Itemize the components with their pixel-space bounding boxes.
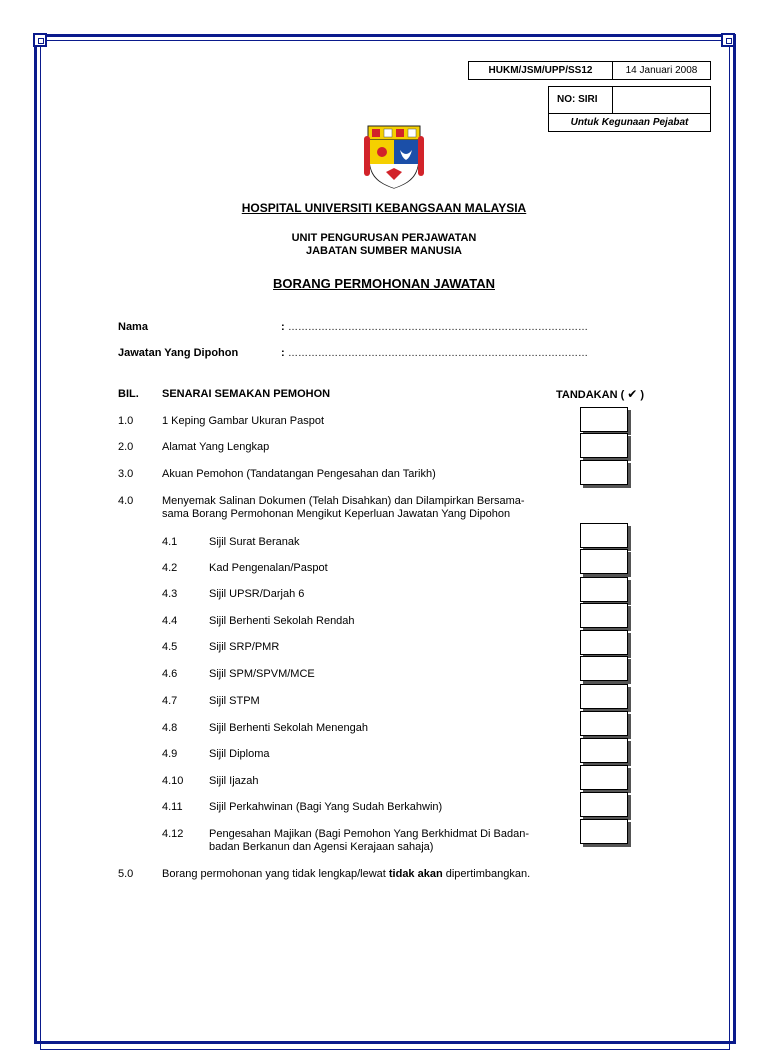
incomplete-form-notice: Borang permohonan yang tidak lengkap/lewat tidak akan dipertimbangkan.	[162, 868, 531, 880]
checkbox-item-4-1[interactable]	[580, 523, 628, 548]
subitem-number: 4.11	[162, 801, 183, 813]
corner-ornament-top-left	[33, 33, 47, 47]
subitem-text: Sijil Berhenti Sekolah Menengah	[209, 722, 368, 734]
item-text: 1 Keping Gambar Ukuran Paspot	[162, 415, 325, 427]
subitem-text: Sijil Ijazah	[209, 775, 259, 787]
checkbox-item-4-6[interactable]	[580, 656, 628, 681]
checkbox-item-4-9[interactable]	[580, 738, 628, 763]
department-name-heading: JABATAN SUMBER MANUSIA	[305, 245, 463, 257]
name-input-dots[interactable]: ………………………………………………………………………………	[288, 322, 588, 333]
item-number: 4.0	[118, 495, 134, 507]
checkbox-item-4-11[interactable]	[580, 792, 628, 817]
item-text: Alamat Yang Lengkap	[162, 441, 270, 453]
item-number: 2.0	[118, 441, 134, 453]
item-number: 3.0	[118, 468, 134, 480]
coat-of-arms-logo	[364, 122, 424, 190]
checkbox-item-4-2[interactable]	[580, 549, 628, 574]
checkbox-item-3-0[interactable]	[580, 460, 628, 485]
subitem-number: 4.9	[162, 748, 178, 760]
checkbox-item-4-3[interactable]	[580, 577, 628, 602]
position-label: Jawatan Yang Dipohon	[118, 347, 239, 359]
subitem-number: 4.12	[162, 828, 184, 840]
subitem-number: 4.6	[162, 668, 178, 680]
checkbox-item-4-4[interactable]	[580, 603, 628, 628]
note-number: 5.0	[118, 868, 134, 880]
subitem-text: Sijil SPM/SPVM/MCE	[209, 668, 315, 680]
form-title: BORANG PERMOHONAN JAWATAN	[273, 276, 495, 291]
subitem-number: 4.7	[162, 695, 178, 707]
subitem-text: Sijil Berhenti Sekolah Rendah	[209, 615, 355, 627]
reference-date-box: 14 Januari 2008	[612, 61, 711, 80]
checkbox-item-4-5[interactable]	[580, 630, 628, 655]
checkbox-item-1-0[interactable]	[580, 407, 628, 432]
item-text: Akuan Pemohon (Tandatangan Pengesahan dan Tarikh)	[162, 468, 436, 480]
checkmark-icon: ✔	[627, 387, 638, 401]
name-label: Nama	[118, 321, 148, 333]
subitem-text: Pengesahan Majikan (Bagi Pemohon Yang Berkhidmat Di Badan-	[209, 828, 530, 840]
hospital-name-heading: HOSPITAL UNIVERSITI KEBANGSAAN MALAYSIA	[241, 201, 527, 215]
subitem-number: 4.8	[162, 722, 178, 734]
subitem-text: Sijil Surat Beranak	[209, 536, 300, 548]
subitem-text: Sijil SRP/PMR	[209, 641, 280, 653]
checkbox-item-2-0[interactable]	[580, 433, 628, 458]
checkbox-item-4-10[interactable]	[580, 765, 628, 790]
unit-name-heading: UNIT PENGURUSAN PERJAWATAN	[291, 232, 477, 244]
checklist-column-header: SENARAI SEMAKAN PEMOHON	[162, 388, 331, 400]
serial-number-label: NO: SIRI	[548, 86, 613, 114]
subitem-text-continued: badan Berkanun dan Agensi Kerajaan sahaja)	[209, 841, 434, 853]
office-use-label: Untuk Kegunaan Pejabat	[548, 113, 711, 132]
checkbox-item-4-12[interactable]	[580, 819, 628, 844]
subitem-number: 4.5	[162, 641, 178, 653]
serial-number-field[interactable]	[612, 86, 711, 114]
reference-code-box: HUKM/JSM/UPP/SS12	[468, 61, 613, 80]
subitem-number: 4.10	[162, 775, 184, 787]
subitem-number: 4.4	[162, 615, 178, 627]
subitem-number: 4.3	[162, 588, 178, 600]
subitem-text: Sijil Perkahwinan (Bagi Yang Sudah Berkahwin)	[209, 801, 443, 813]
subitem-text: Kad Pengenalan/Paspot	[209, 562, 328, 574]
checkbox-item-4-8[interactable]	[580, 711, 628, 736]
subitem-text: Sijil STPM	[209, 695, 260, 707]
tick-column-header: TANDAKAN ( ✔ )	[556, 387, 645, 401]
position-colon: :	[281, 347, 285, 359]
name-colon: :	[281, 321, 285, 333]
checkbox-item-4-7[interactable]	[580, 684, 628, 709]
subitem-number: 4.2	[162, 562, 178, 574]
position-input-dots[interactable]: ………………………………………………………………………………	[288, 348, 588, 359]
corner-ornament-top-right	[721, 33, 735, 47]
subitem-number: 4.1	[162, 536, 178, 548]
subitem-text: Sijil UPSR/Darjah 6	[209, 588, 305, 600]
item-text-continued: sama Borang Permohonan Mengikut Keperluan Jawatan Yang Dipohon	[162, 508, 511, 520]
bil-column-header: BIL.	[118, 388, 139, 400]
subitem-text: Sijil Diploma	[209, 748, 270, 760]
item-number: 1.0	[118, 415, 134, 427]
item-text: Menyemak Salinan Dokumen (Telah Disahkan) dan Dilampirkan Bersama-	[162, 495, 525, 507]
